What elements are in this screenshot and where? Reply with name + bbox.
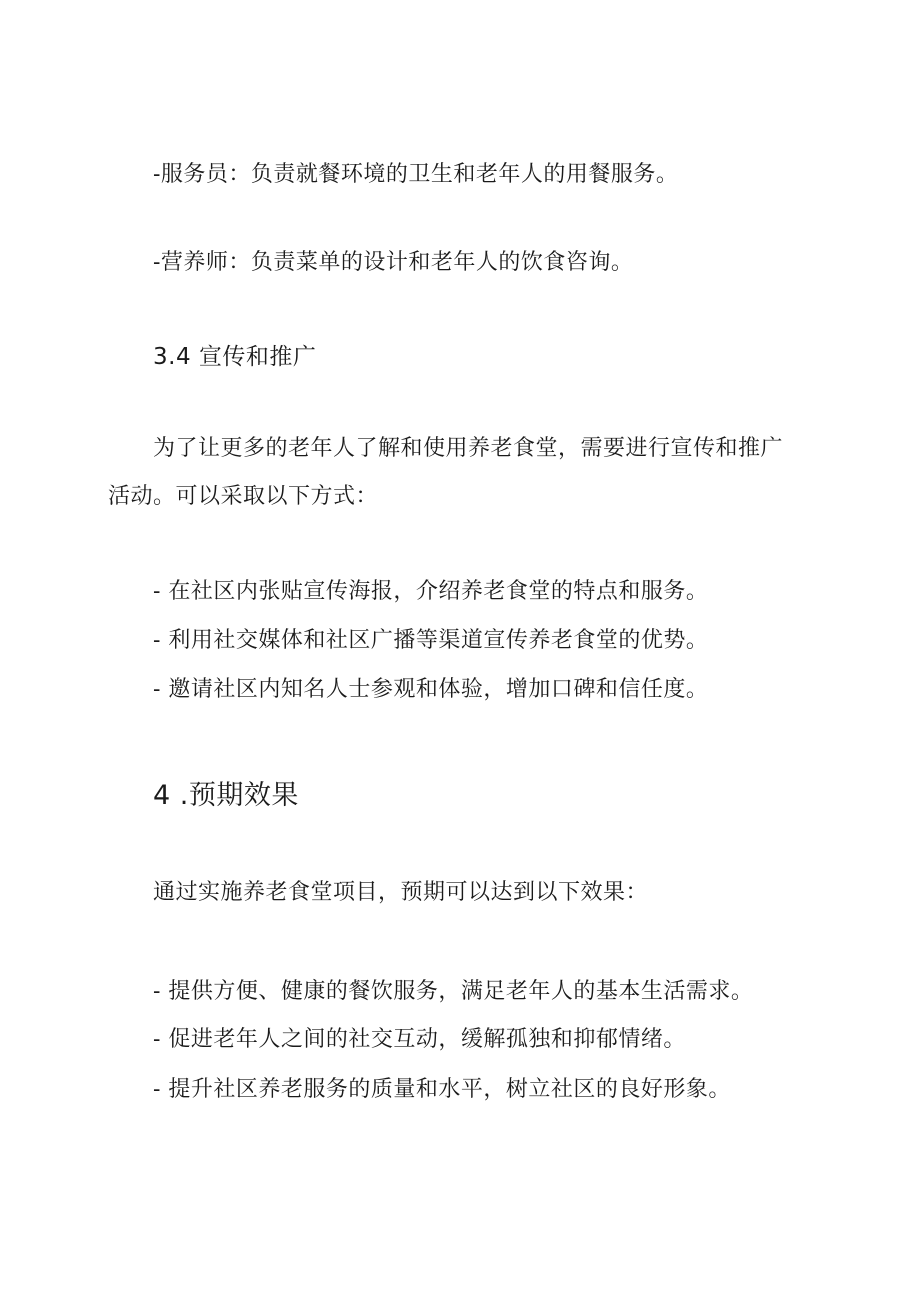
section-4-heading: 4 .预期效果 xyxy=(153,780,299,811)
list-item: - 邀请社区内知名人士参观和体验，增加口碑和信任度。 xyxy=(153,677,709,702)
section-3-4-intro-line-1: 为了让更多的老年人了解和使用养老食堂，需要进行宣传和推广 xyxy=(153,436,784,461)
list-item: - 提升社区养老服务的质量和水平，树立社区的良好形象。 xyxy=(153,1077,731,1102)
list-item: - 利用社交媒体和社区广播等渠道宣传养老食堂的优势。 xyxy=(153,628,709,653)
section-3-4-intro-line-2: 活动。可以采取以下方式： xyxy=(108,484,379,509)
staff-waiter-line: -服务员：负责就餐环境的卫生和老年人的用餐服务。 xyxy=(153,162,679,187)
staff-nutritionist-line: -营养师：负责菜单的设计和老年人的饮食咨询。 xyxy=(153,250,634,275)
section-4-intro: 通过实施养老食堂项目，预期可以达到以下效果： xyxy=(153,880,649,905)
section-3-4-heading: 3.4 宣传和推广 xyxy=(153,344,317,370)
list-item: - 促进老年人之间的社交互动，缓解孤独和抑郁情绪。 xyxy=(153,1027,686,1052)
list-item: - 提供方便、健康的餐饮服务，满足老年人的基本生活需求。 xyxy=(153,979,754,1004)
list-item: - 在社区内张贴宣传海报，介绍养老食堂的特点和服务。 xyxy=(153,579,709,604)
